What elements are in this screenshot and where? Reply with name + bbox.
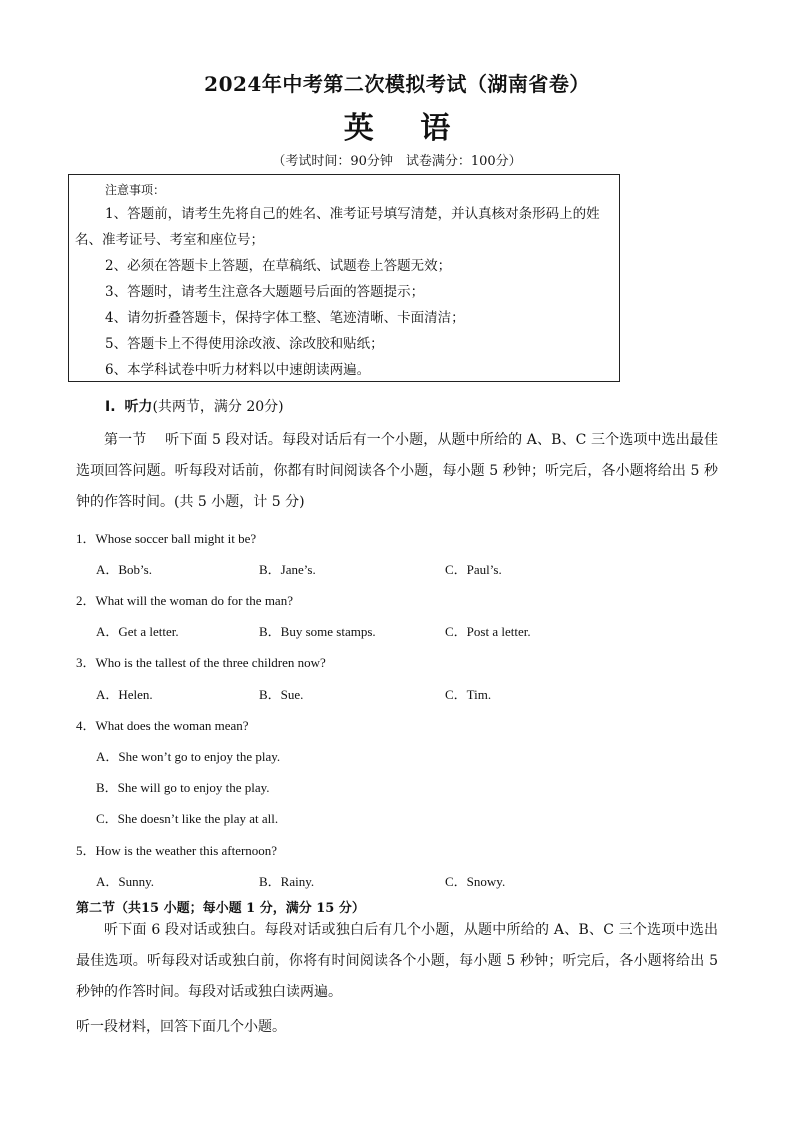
- q2-option-a: A．Get a letter.: [96, 624, 179, 639]
- q2-option-c: C．Post a letter.: [445, 624, 531, 639]
- q4-option-a: A．She won’t go to enjoy the play.: [96, 749, 281, 764]
- q3-option-a: A．Helen.: [96, 687, 153, 702]
- section2-heading: 第二节（共15 小题；每小题 1 分，满分 15 分）: [76, 901, 365, 916]
- question-4: 4．What does the woman mean?: [76, 718, 249, 733]
- section2-prompt: 听一段材料，回答下面几个小题。: [76, 1019, 286, 1035]
- notice-item-5: 5、答题卡上不得使用涂改液、涂改胶和贴纸；: [105, 336, 384, 352]
- notice-heading: 注意事项：: [105, 183, 166, 197]
- q4-option-b: B．She will go to enjoy the play.: [96, 780, 270, 795]
- part1-label: I.: [105, 399, 116, 415]
- question-5: 5．How is the weather this afternoon?: [76, 843, 278, 858]
- q1-option-a: A．Bob’s.: [96, 562, 152, 577]
- q1-option-b: B．Jane’s.: [259, 562, 316, 577]
- exam-time-info: （考试时间：90分钟 试卷满分：100分）: [272, 154, 522, 169]
- q3-option-b: B．Sue.: [259, 687, 304, 702]
- part1-title: 听力: [124, 399, 153, 415]
- q5-option-c: C．Snowy.: [445, 874, 506, 889]
- section1-instructions: 第一节 听下面 5 段对话。每段对话后有一个小题，从题中所给的 A、B、C 三个选项中选出最佳选项回答问题。听每段对话前，你都有时间阅读各个小题，每小题 5 秒钟；听完后，各小题将给出 5 秒钟的作答时间。(共 5 小题，计 5 分): [76, 432, 718, 510]
- q2-option-b: B．Buy some stamps.: [259, 624, 376, 639]
- q5-option-a: A．Sunny.: [96, 874, 155, 889]
- q4-option-c: C．She doesn’t like the play at all.: [96, 811, 279, 826]
- exam-title: 2024年中考第二次模拟考试（湖南省卷）: [204, 72, 590, 96]
- notice-item-3: 3、答题时，请考生注意各大题题号后面的答题提示；: [105, 284, 425, 300]
- notice-item-6: 6、本学科试卷中听力材料以中速朗读两遍。: [105, 362, 371, 378]
- question-1: 1．Whose soccer ball might it be?: [76, 531, 257, 546]
- part1-heading: [105, 396, 284, 416]
- part1-info: (共两节，满分 20分): [152, 399, 284, 415]
- question-3: 3．Who is the tallest of the three children now?: [76, 655, 326, 670]
- q3-option-c: C．Tim.: [445, 687, 492, 702]
- section2-instructions: 听下面 6 段对话或独白。每段对话或独白后有几个小题，从题中所给的 A、B、C 三个选项中选出最佳选项。听每段对话或独白前，你将有时间阅读各个小题，每小题 5 秒钟；听完后，各小题将给出 5 秒钟的作答时间。每段对话或独白读两遍。: [76, 922, 718, 1000]
- notice-item-2: 2、必须在答题卡上答题，在草稿纸、试题卷上答题无效；: [105, 258, 452, 274]
- q5-option-b: B．Rainy.: [259, 874, 315, 889]
- notice-item-1: 1、答题前，请考生先将自己的姓名、准考证号填写清楚，并认真核对条形码上的姓名、准考证号、考室和座位号；: [75, 206, 600, 248]
- question-2: 2．What will the woman do for the man?: [76, 593, 293, 608]
- notice-box: [68, 174, 620, 382]
- q1-option-c: C．Paul’s.: [445, 562, 502, 577]
- subject-title: 英 语: [343, 111, 469, 146]
- notice-item-4: 4、请勿折叠答题卡，保持字体工整、笔迹清晰、卡面清洁；: [105, 310, 465, 326]
